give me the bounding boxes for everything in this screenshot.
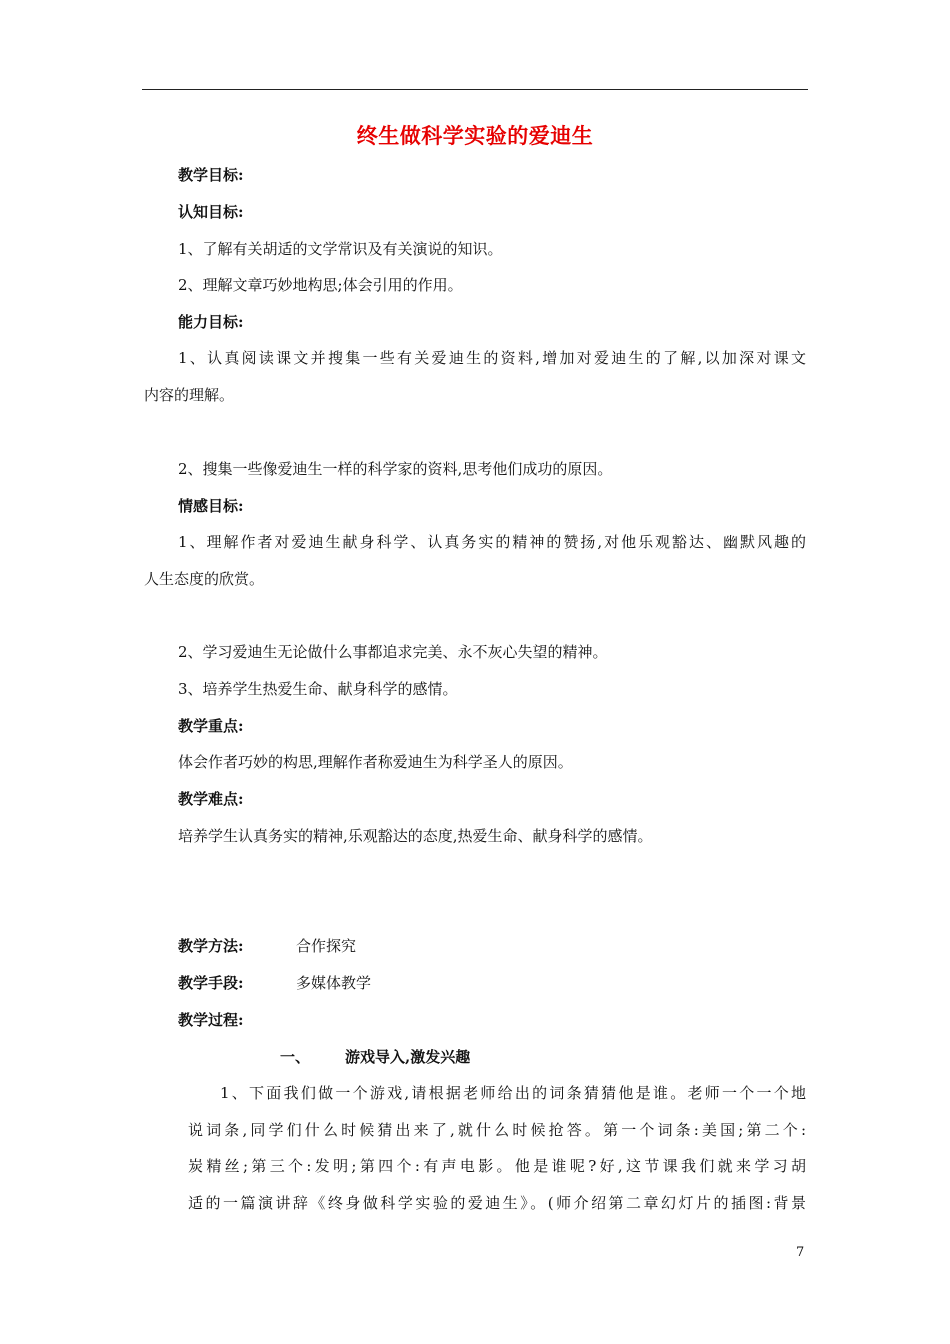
part-one-title: 游戏导入,激发兴趣 (345, 1048, 471, 1066)
means-label: 教学手段: (178, 974, 244, 992)
method-value: 合作探究 (296, 937, 357, 955)
difficulty-heading: 教学难点: (178, 790, 244, 808)
ability-goals-heading: 能力目标: (178, 313, 244, 331)
intro-paragraph-line: 说词条,同学们什么时候猜出来了,就什么时候抢答。第一个词条:美国;第二个: (188, 1121, 806, 1139)
key-point-text: 体会作者巧妙的构思,理解作者称爱迪生为科学圣人的原因。 (178, 753, 573, 771)
ability-goal-item: 2、搜集一些像爱迪生一样的科学家的资料,思考他们成功的原因。 (178, 460, 613, 478)
cognitive-goals-heading: 认知目标: (178, 203, 244, 221)
ability-goal-item-line: 1、认真阅读课文并搜集一些有关爱迪生的资料,增加对爱迪生的了解,以加深对课文 (178, 349, 806, 367)
header-rule (142, 89, 808, 90)
emotion-goal-item-line: 人生态度的欣赏。 (144, 570, 265, 588)
document-title: 终生做科学实验的爱迪生 (356, 123, 594, 148)
difficulty-text: 培养学生认真务实的精神,乐观豁达的态度,热爱生命、献身科学的感情。 (178, 827, 653, 845)
intro-paragraph-line: 炭精丝;第三个:发明;第四个:有声电影。他是谁呢?好,这节课我们就来学习胡 (188, 1157, 806, 1175)
intro-paragraph-line: 1、下面我们做一个游戏,请根据老师给出的词条猜猜他是谁。老师一个一个地 (220, 1084, 806, 1102)
emotion-goal-item: 3、培养学生热爱生命、献身科学的感情。 (178, 680, 458, 698)
emotion-goals-heading: 情感目标: (178, 497, 244, 515)
part-one-number: 一、 (280, 1048, 311, 1066)
cognitive-goal-item: 1、了解有关胡适的文学常识及有关演说的知识。 (178, 240, 503, 258)
process-heading: 教学过程: (178, 1011, 244, 1029)
intro-paragraph-line: 适的一篇演讲辞《终身做科学实验的爱迪生》。(师介绍第二章幻灯片的插图:背景 (188, 1194, 806, 1212)
teaching-goals-heading: 教学目标: (178, 166, 244, 184)
method-label: 教学方法: (178, 937, 244, 955)
key-point-heading: 教学重点: (178, 717, 244, 735)
cognitive-goal-item: 2、理解文章巧妙地构思;体会引用的作用。 (178, 276, 463, 294)
ability-goal-item-line: 内容的理解。 (144, 386, 235, 404)
page-number: 7 (796, 1245, 805, 1260)
emotion-goal-item: 2、学习爱迪生无论做什么事都追求完美、永不灰心失望的精神。 (178, 643, 608, 661)
means-value: 多媒体教学 (296, 974, 372, 992)
emotion-goal-item-line: 1、理解作者对爱迪生献身科学、认真务实的精神的赞扬,对他乐观豁达、幽默风趣的 (178, 533, 806, 551)
